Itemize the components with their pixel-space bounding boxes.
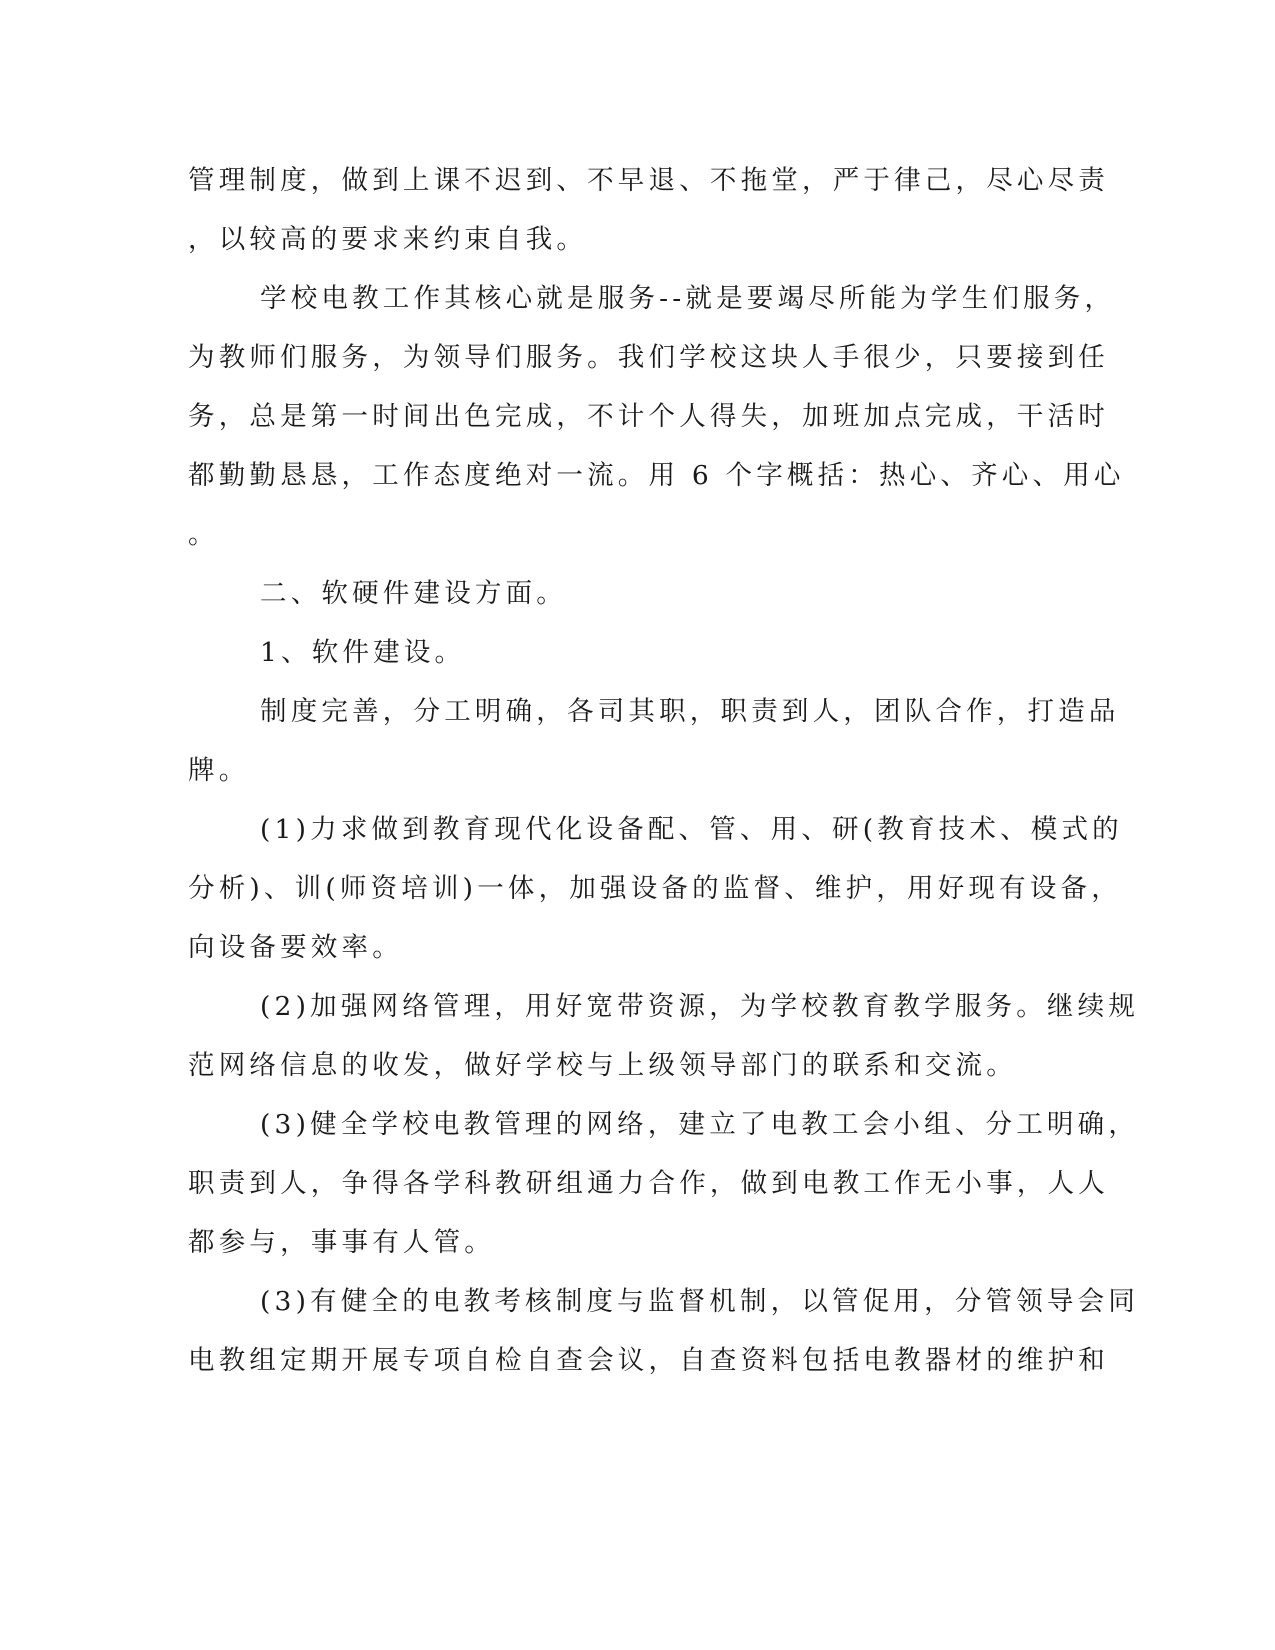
text-line: 。 — [188, 519, 219, 550]
text-line: 学校电教工作其核心就是服务--就是要竭尽所能为学生们服务， — [260, 283, 1116, 314]
text-line: (2)加强网络管理，用好宽带资源，为学校教育教学服务。继续规 — [260, 991, 1140, 1022]
text-line: (1)力求做到教育现代化设备配、管、用、研(教育技术、模式的 — [260, 814, 1123, 845]
text-line: 牌。 — [188, 755, 250, 786]
text-line: 管理制度，做到上课不迟到、不早退、不拖堂，严于律己，尽心尽责 — [188, 165, 1109, 196]
text-line: 向设备要效率。 — [188, 932, 403, 963]
text-line: 范网络信息的收发，做好学校与上级领导部门的联系和交流。 — [188, 1050, 1017, 1081]
text-line: ，以较高的要求来约束自我。 — [188, 224, 588, 255]
text-line: 都勤勤恳恳，工作态度绝对一流。用 6 个字概括：热心、齐心、用心 — [188, 460, 1125, 491]
text-line: (3)健全学校电教管理的网络，建立了电教工会小组、分工明确， — [260, 1109, 1140, 1140]
text-line: 务，总是第一时间出色完成，不计个人得失，加班加点完成，干活时 — [188, 401, 1109, 432]
text-line: 都参与，事事有人管。 — [188, 1227, 495, 1258]
text-line: 分析)、训(师资培训)一体，加强设备的监督、维护，用好现有设备， — [188, 873, 1122, 904]
subsection-heading: 1、软件建设。 — [260, 637, 466, 668]
section-heading: 二、软硬件建设方面。 — [260, 578, 567, 609]
text-line: 电教组定期开展专项自检自查会议，自查资料包括电教器材的维护和 — [188, 1345, 1109, 1376]
text-line: 制度完善，分工明确，各司其职，职责到人，团队合作，打造品 — [260, 696, 1120, 727]
text-line: 职责到人，争得各学科教研组通力合作，做到电教工作无小事，人人 — [188, 1168, 1109, 1199]
text-line: (3)有健全的电教考核制度与监督机制，以管促用，分管领导会同 — [260, 1286, 1140, 1317]
text-line: 为教师们服务，为领导们服务。我们学校这块人手很少，只要接到任 — [188, 342, 1109, 373]
